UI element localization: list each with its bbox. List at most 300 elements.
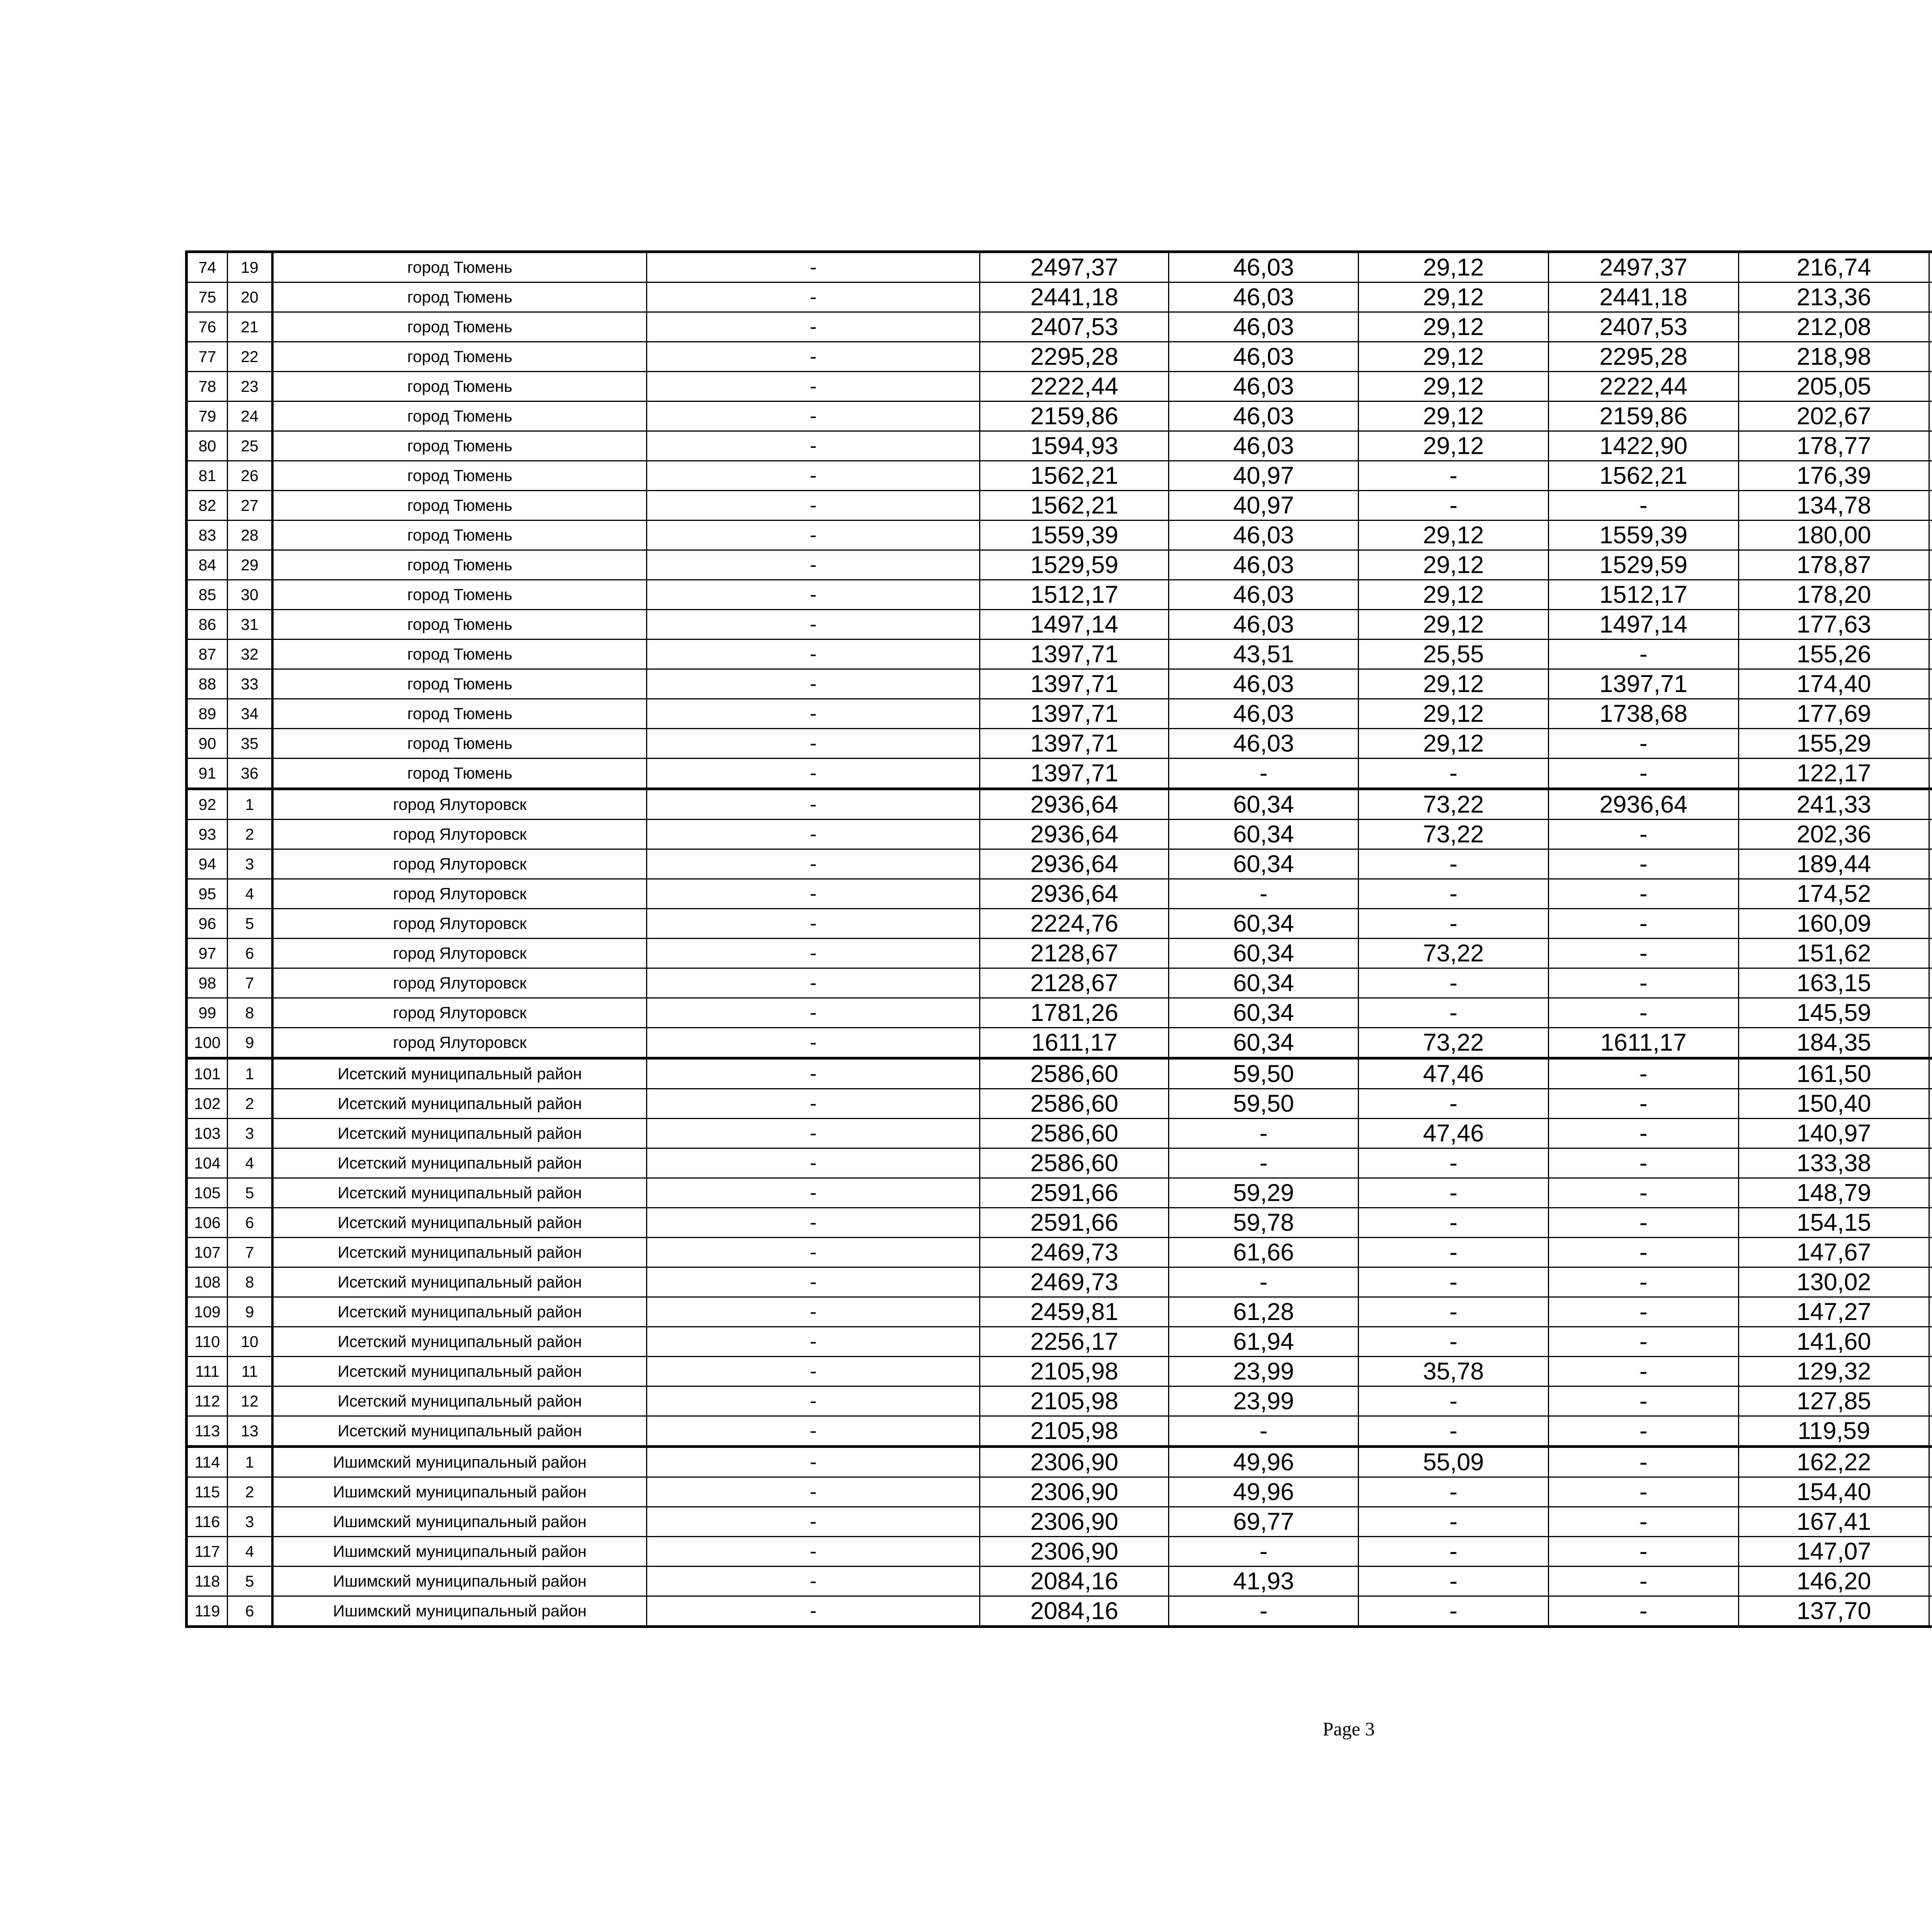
value-cell-4: 1497,14	[1548, 610, 1738, 640]
value-cell-2: 41,93	[1169, 1567, 1359, 1596]
value-cell-6	[1929, 1028, 1932, 1058]
value-cell-3: -	[1359, 1327, 1549, 1357]
group-index-cell: 22	[228, 342, 272, 372]
locality-cell: Исетский муниципальный район	[272, 1208, 647, 1238]
value-cell-3: 29,12	[1359, 372, 1549, 401]
value-cell-3: 25,55	[1359, 640, 1549, 669]
dash-cell: -	[646, 401, 980, 431]
value-cell-4: -	[1548, 849, 1738, 879]
value-cell-3: -	[1359, 1477, 1549, 1507]
value-cell-2: 60,34	[1169, 909, 1359, 939]
value-cell-3: -	[1359, 1148, 1549, 1178]
locality-cell: город Ялуторовск	[272, 998, 647, 1028]
row-index-cell: 104	[187, 1148, 228, 1178]
value-cell-5: 119,59	[1738, 1416, 1929, 1447]
value-cell-5: 141,60	[1738, 1327, 1929, 1357]
value-cell-3: -	[1359, 491, 1549, 520]
group-index-cell: 33	[228, 669, 272, 699]
value-cell-5: 213,36	[1738, 282, 1929, 312]
value-cell-3: 73,22	[1359, 789, 1549, 820]
locality-cell: город Тюмень	[272, 699, 647, 729]
value-cell-5: 178,87	[1738, 550, 1929, 580]
locality-cell: город Тюмень	[272, 759, 647, 789]
table-row	[187, 879, 1932, 909]
value-cell-6	[1929, 491, 1932, 520]
value-cell-2: 46,03	[1169, 669, 1359, 699]
group-index-cell: 28	[228, 520, 272, 550]
table-row	[187, 1297, 1932, 1327]
dash-cell: -	[646, 1537, 980, 1567]
row-index-cell: 91	[187, 759, 228, 789]
table-row	[187, 610, 1932, 640]
value-cell-4: 2936,64	[1548, 789, 1738, 820]
group-index-cell: 29	[228, 550, 272, 580]
row-index-cell: 74	[187, 252, 228, 282]
dash-cell: -	[646, 1507, 980, 1537]
row-index-cell: 80	[187, 431, 228, 461]
dash-cell: -	[646, 1028, 980, 1058]
value-cell-2: -	[1169, 1267, 1359, 1297]
value-cell-4: 2407,53	[1548, 312, 1738, 342]
value-cell-1: 2591,66	[980, 1178, 1169, 1208]
value-cell-4: -	[1548, 491, 1738, 520]
table-row	[187, 849, 1932, 879]
value-cell-1: 2936,64	[980, 879, 1169, 909]
value-cell-2: 46,03	[1169, 401, 1359, 431]
value-cell-5: 129,32	[1738, 1357, 1929, 1386]
row-index-cell: 79	[187, 401, 228, 431]
row-index-cell: 108	[187, 1267, 228, 1297]
dash-cell: -	[646, 998, 980, 1028]
value-cell-6	[1929, 909, 1932, 939]
value-cell-6	[1929, 1148, 1932, 1178]
table-row	[187, 461, 1932, 491]
value-cell-2: 46,03	[1169, 372, 1359, 401]
value-cell-2: -	[1169, 1416, 1359, 1447]
value-cell-5: 160,09	[1738, 909, 1929, 939]
group-index-cell: 6	[228, 1208, 272, 1238]
locality-cell: город Ялуторовск	[272, 968, 647, 998]
dash-cell: -	[646, 312, 980, 342]
value-cell-5: 151,62	[1738, 939, 1929, 968]
group-index-cell: 31	[228, 610, 272, 640]
row-index-cell: 97	[187, 939, 228, 968]
dash-cell: -	[646, 282, 980, 312]
value-cell-3: 55,09	[1359, 1447, 1549, 1477]
value-cell-4: -	[1548, 1297, 1738, 1327]
table-row	[187, 820, 1932, 849]
table-row	[187, 1537, 1932, 1567]
value-cell-6	[1929, 342, 1932, 372]
value-cell-4: -	[1548, 1537, 1738, 1567]
group-index-cell: 7	[228, 1238, 272, 1267]
tariff-table	[185, 250, 1932, 1628]
value-cell-6	[1929, 1596, 1932, 1627]
locality-cell: город Ялуторовск	[272, 820, 647, 849]
value-cell-2: 69,77	[1169, 1507, 1359, 1537]
value-cell-6	[1929, 699, 1932, 729]
value-cell-3: 29,12	[1359, 282, 1549, 312]
value-cell-5: 178,77	[1738, 431, 1929, 461]
value-cell-5: 155,26	[1738, 640, 1929, 669]
table-row	[187, 759, 1932, 789]
value-cell-5: 178,20	[1738, 580, 1929, 610]
group-index-cell: 9	[228, 1028, 272, 1058]
dash-cell: -	[646, 610, 980, 640]
value-cell-2: 40,97	[1169, 461, 1359, 491]
row-index-cell: 89	[187, 699, 228, 729]
value-cell-4: -	[1548, 939, 1738, 968]
group-index-cell: 3	[228, 1507, 272, 1537]
value-cell-1: 2936,64	[980, 849, 1169, 879]
value-cell-1: 2306,90	[980, 1507, 1169, 1537]
dash-cell: -	[646, 759, 980, 789]
value-cell-1: 1397,71	[980, 729, 1169, 759]
value-cell-1: 2407,53	[980, 312, 1169, 342]
value-cell-6	[1929, 1178, 1932, 1208]
value-cell-3: -	[1359, 1178, 1549, 1208]
group-index-cell: 34	[228, 699, 272, 729]
value-cell-1: 2586,60	[980, 1058, 1169, 1089]
locality-cell: Ишимский муниципальный район	[272, 1507, 647, 1537]
table-row	[187, 669, 1932, 699]
locality-cell: Ишимский муниципальный район	[272, 1596, 647, 1627]
row-index-cell: 90	[187, 729, 228, 759]
dash-cell: -	[646, 1386, 980, 1416]
locality-cell: Исетский муниципальный район	[272, 1267, 647, 1297]
value-cell-6	[1929, 820, 1932, 849]
dash-cell: -	[646, 1178, 980, 1208]
value-cell-3: -	[1359, 1537, 1549, 1567]
value-cell-5: 162,22	[1738, 1447, 1929, 1477]
dash-cell: -	[646, 550, 980, 580]
dash-cell: -	[646, 879, 980, 909]
group-index-cell: 30	[228, 580, 272, 610]
value-cell-1: 1497,14	[980, 610, 1169, 640]
table-row	[187, 1596, 1932, 1627]
value-cell-5: 147,27	[1738, 1297, 1929, 1327]
table-row	[187, 1238, 1932, 1267]
table-row	[187, 1507, 1932, 1537]
value-cell-2: 61,94	[1169, 1327, 1359, 1357]
group-index-cell: 8	[228, 1267, 272, 1297]
locality-cell: город Тюмень	[272, 580, 647, 610]
value-cell-2: 60,34	[1169, 820, 1359, 849]
value-cell-3: -	[1359, 1267, 1549, 1297]
value-cell-3: -	[1359, 759, 1549, 789]
value-cell-3: -	[1359, 1208, 1549, 1238]
row-index-cell: 99	[187, 998, 228, 1028]
value-cell-5: 167,41	[1738, 1507, 1929, 1537]
dash-cell: -	[646, 1416, 980, 1447]
value-cell-2: 60,34	[1169, 968, 1359, 998]
value-cell-4: -	[1548, 1447, 1738, 1477]
value-cell-6	[1929, 282, 1932, 312]
dash-cell: -	[646, 461, 980, 491]
value-cell-2: 60,34	[1169, 1028, 1359, 1058]
value-cell-4: 2159,86	[1548, 401, 1738, 431]
value-cell-1: 1562,21	[980, 461, 1169, 491]
value-cell-3: 29,12	[1359, 342, 1549, 372]
group-index-cell: 4	[228, 879, 272, 909]
value-cell-4: -	[1548, 1357, 1738, 1386]
value-cell-1: 2128,67	[980, 939, 1169, 968]
value-cell-1: 2497,37	[980, 252, 1169, 282]
dash-cell: -	[646, 1089, 980, 1119]
dash-cell: -	[646, 252, 980, 282]
locality-cell: город Ялуторовск	[272, 1028, 647, 1058]
locality-cell: Исетский муниципальный район	[272, 1357, 647, 1386]
value-cell-4: -	[1548, 1089, 1738, 1119]
row-index-cell: 116	[187, 1507, 228, 1537]
value-cell-1: 2105,98	[980, 1386, 1169, 1416]
value-cell-2: 46,03	[1169, 699, 1359, 729]
group-index-cell: 35	[228, 729, 272, 759]
locality-cell: город Тюмень	[272, 252, 647, 282]
value-cell-2: 23,99	[1169, 1386, 1359, 1416]
row-index-cell: 113	[187, 1416, 228, 1447]
group-index-cell: 5	[228, 1567, 272, 1596]
value-cell-4: -	[1548, 998, 1738, 1028]
row-index-cell: 118	[187, 1567, 228, 1596]
table-row	[187, 939, 1932, 968]
value-cell-2: 46,03	[1169, 580, 1359, 610]
page-number: Page 3	[1323, 1718, 1375, 1740]
value-cell-3: 73,22	[1359, 939, 1549, 968]
value-cell-5: 133,38	[1738, 1148, 1929, 1178]
value-cell-5: 155,29	[1738, 729, 1929, 759]
value-cell-1: 2459,81	[980, 1297, 1169, 1327]
locality-cell: город Тюмень	[272, 282, 647, 312]
group-index-cell: 20	[228, 282, 272, 312]
table-row	[187, 580, 1932, 610]
value-cell-2: 46,03	[1169, 520, 1359, 550]
group-index-cell: 25	[228, 431, 272, 461]
value-cell-6	[1929, 610, 1932, 640]
locality-cell: город Тюмень	[272, 401, 647, 431]
value-cell-5: 205,05	[1738, 372, 1929, 401]
value-cell-3: 29,12	[1359, 610, 1549, 640]
locality-cell: город Тюмень	[272, 640, 647, 669]
value-cell-1: 2084,16	[980, 1567, 1169, 1596]
row-index-cell: 76	[187, 312, 228, 342]
row-index-cell: 94	[187, 849, 228, 879]
value-cell-1: 2306,90	[980, 1477, 1169, 1507]
value-cell-4: 1738,68	[1548, 699, 1738, 729]
row-index-cell: 106	[187, 1208, 228, 1238]
value-cell-5: 134,78	[1738, 491, 1929, 520]
row-index-cell: 111	[187, 1357, 228, 1386]
value-cell-5: 147,07	[1738, 1537, 1929, 1567]
value-cell-4: 1397,71	[1548, 669, 1738, 699]
value-cell-4: 1529,59	[1548, 550, 1738, 580]
row-index-cell: 101	[187, 1058, 228, 1089]
value-cell-3: 35,78	[1359, 1357, 1549, 1386]
group-index-cell: 23	[228, 372, 272, 401]
value-cell-6	[1929, 669, 1932, 699]
locality-cell: Ишимский муниципальный район	[272, 1537, 647, 1567]
value-cell-2: 46,03	[1169, 550, 1359, 580]
value-cell-5: 176,39	[1738, 461, 1929, 491]
locality-cell: Исетский муниципальный район	[272, 1297, 647, 1327]
value-cell-6	[1929, 1058, 1932, 1089]
row-index-cell: 109	[187, 1297, 228, 1327]
value-cell-3: -	[1359, 1386, 1549, 1416]
locality-cell: Исетский муниципальный район	[272, 1058, 647, 1089]
value-cell-5: 148,79	[1738, 1178, 1929, 1208]
value-cell-4: -	[1548, 968, 1738, 998]
group-index-cell: 32	[228, 640, 272, 669]
value-cell-4: -	[1548, 820, 1738, 849]
value-cell-5: 177,69	[1738, 699, 1929, 729]
value-cell-3: 29,12	[1359, 550, 1549, 580]
group-index-cell: 12	[228, 1386, 272, 1416]
table-row	[187, 640, 1932, 669]
value-cell-2: 46,03	[1169, 312, 1359, 342]
value-cell-6	[1929, 372, 1932, 401]
value-cell-3: -	[1359, 909, 1549, 939]
group-index-cell: 1	[228, 1058, 272, 1089]
value-cell-2: 61,66	[1169, 1238, 1359, 1267]
row-index-cell: 84	[187, 550, 228, 580]
value-cell-3: -	[1359, 1089, 1549, 1119]
value-cell-3: 73,22	[1359, 820, 1549, 849]
table-row	[187, 491, 1932, 520]
locality-cell: город Тюмень	[272, 520, 647, 550]
value-cell-2: -	[1169, 879, 1359, 909]
dash-cell: -	[646, 1148, 980, 1178]
dash-cell: -	[646, 491, 980, 520]
value-cell-5: 130,02	[1738, 1267, 1929, 1297]
value-cell-2: 59,50	[1169, 1089, 1359, 1119]
group-index-cell: 26	[228, 461, 272, 491]
value-cell-4: 2441,18	[1548, 282, 1738, 312]
value-cell-2: 60,34	[1169, 849, 1359, 879]
table-row	[187, 998, 1932, 1028]
value-cell-6	[1929, 431, 1932, 461]
table-row	[187, 1119, 1932, 1148]
locality-cell: город Ялуторовск	[272, 849, 647, 879]
locality-cell: Исетский муниципальный район	[272, 1148, 647, 1178]
value-cell-3: 47,46	[1359, 1119, 1549, 1148]
locality-cell: город Тюмень	[272, 461, 647, 491]
locality-cell: Исетский муниципальный район	[272, 1416, 647, 1447]
group-index-cell: 10	[228, 1327, 272, 1357]
value-cell-1: 2295,28	[980, 342, 1169, 372]
value-cell-1: 1397,71	[980, 699, 1169, 729]
value-cell-6	[1929, 1208, 1932, 1238]
locality-cell: Ишимский муниципальный район	[272, 1567, 647, 1596]
value-cell-1: 1512,17	[980, 580, 1169, 610]
value-cell-6	[1929, 1447, 1932, 1477]
table-row	[187, 342, 1932, 372]
value-cell-6	[1929, 312, 1932, 342]
value-cell-4: 2497,37	[1548, 252, 1738, 282]
row-index-cell: 107	[187, 1238, 228, 1267]
value-cell-1: 1529,59	[980, 550, 1169, 580]
value-cell-4: -	[1548, 1267, 1738, 1297]
locality-cell: город Ялуторовск	[272, 789, 647, 820]
value-cell-5: 177,63	[1738, 610, 1929, 640]
locality-cell: город Ялуторовск	[272, 909, 647, 939]
value-cell-6	[1929, 998, 1932, 1028]
locality-cell: Исетский муниципальный район	[272, 1327, 647, 1357]
locality-cell: город Тюмень	[272, 550, 647, 580]
table-row	[187, 1386, 1932, 1416]
table-body	[187, 252, 1932, 1627]
value-cell-4: -	[1548, 1416, 1738, 1447]
table-row	[187, 252, 1932, 282]
dash-cell: -	[646, 1327, 980, 1357]
value-cell-1: 2306,90	[980, 1537, 1169, 1567]
table-row	[187, 520, 1932, 550]
value-cell-4: -	[1548, 1386, 1738, 1416]
locality-cell: город Тюмень	[272, 372, 647, 401]
value-cell-6	[1929, 1507, 1932, 1537]
group-index-cell: 8	[228, 998, 272, 1028]
value-cell-2: 46,03	[1169, 610, 1359, 640]
dash-cell: -	[646, 1596, 980, 1627]
value-cell-1: 2586,60	[980, 1148, 1169, 1178]
row-index-cell: 119	[187, 1596, 228, 1627]
locality-cell: город Тюмень	[272, 312, 647, 342]
row-index-cell: 112	[187, 1386, 228, 1416]
value-cell-6	[1929, 1327, 1932, 1357]
value-cell-6	[1929, 759, 1932, 789]
value-cell-2: 60,34	[1169, 939, 1359, 968]
value-cell-3: 29,12	[1359, 431, 1549, 461]
row-index-cell: 96	[187, 909, 228, 939]
table-row	[187, 1357, 1932, 1386]
value-cell-2: 46,03	[1169, 342, 1359, 372]
value-cell-4: 1611,17	[1548, 1028, 1738, 1058]
table-row	[187, 1178, 1932, 1208]
dash-cell: -	[646, 1119, 980, 1148]
value-cell-3: 73,22	[1359, 1028, 1549, 1058]
value-cell-6	[1929, 550, 1932, 580]
value-cell-3: 29,12	[1359, 312, 1549, 342]
value-cell-4: -	[1548, 1058, 1738, 1089]
dash-cell: -	[646, 729, 980, 759]
table-row	[187, 1567, 1932, 1596]
value-cell-5: 146,20	[1738, 1567, 1929, 1596]
value-cell-6	[1929, 1477, 1932, 1507]
value-cell-5: 218,98	[1738, 342, 1929, 372]
row-index-cell: 78	[187, 372, 228, 401]
value-cell-1: 1397,71	[980, 759, 1169, 789]
group-index-cell: 36	[228, 759, 272, 789]
row-index-cell: 83	[187, 520, 228, 550]
value-cell-4: -	[1548, 1238, 1738, 1267]
value-cell-5: 154,40	[1738, 1477, 1929, 1507]
value-cell-4: -	[1548, 1567, 1738, 1596]
dash-cell: -	[646, 849, 980, 879]
group-index-cell: 2	[228, 1477, 272, 1507]
value-cell-1: 1397,71	[980, 669, 1169, 699]
row-index-cell: 82	[187, 491, 228, 520]
group-index-cell: 5	[228, 909, 272, 939]
row-index-cell: 103	[187, 1119, 228, 1148]
value-cell-6	[1929, 1386, 1932, 1416]
row-index-cell: 87	[187, 640, 228, 669]
value-cell-4: -	[1548, 759, 1738, 789]
table-row	[187, 312, 1932, 342]
table-row	[187, 699, 1932, 729]
locality-cell: город Тюмень	[272, 342, 647, 372]
dash-cell: -	[646, 342, 980, 372]
dash-cell: -	[646, 1477, 980, 1507]
value-cell-1: 2586,60	[980, 1089, 1169, 1119]
